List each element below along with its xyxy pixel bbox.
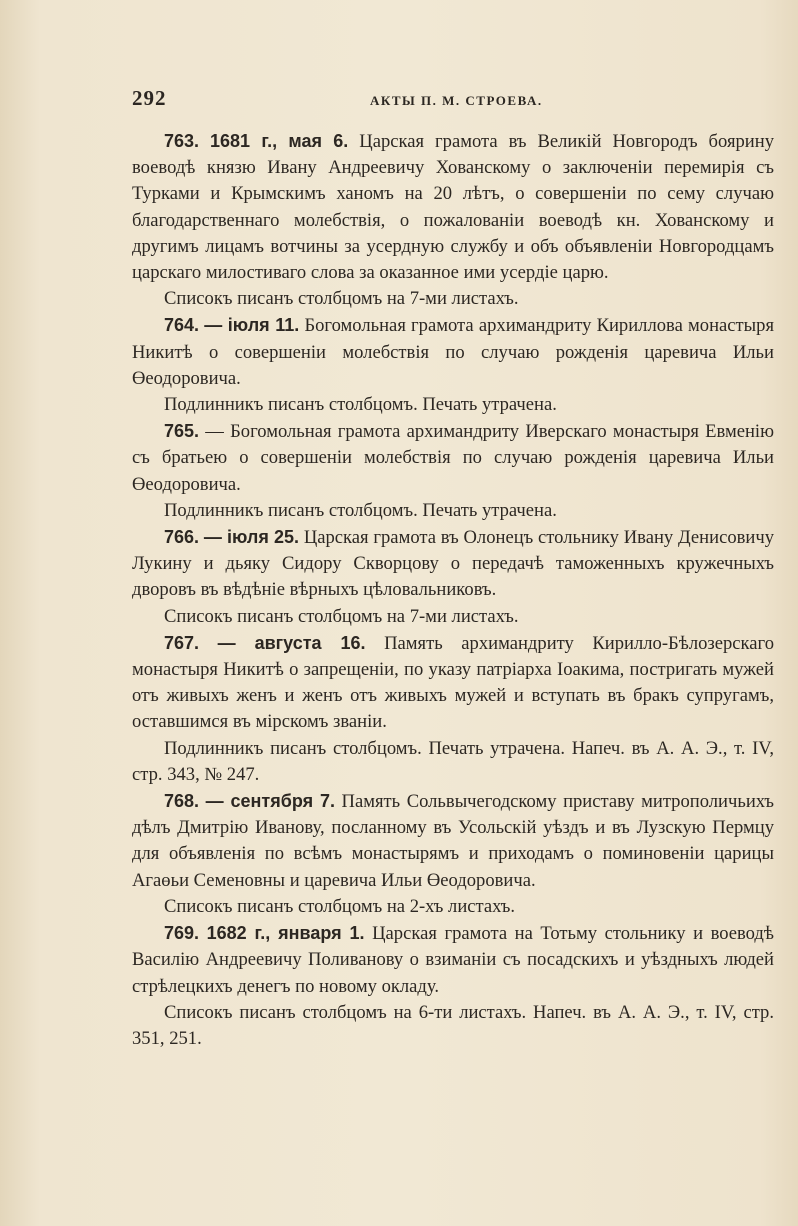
entry-paragraph — [132, 920, 774, 1000]
entry-paragraph — [132, 418, 774, 498]
entry-number: 765. — [164, 421, 200, 442]
entry-dash: — — [205, 421, 224, 443]
entry-note: Списокъ писанъ столбцомъ на 7-ми листахъ. — [164, 288, 519, 310]
entry-769 — [132, 920, 774, 1052]
entry-paragraph — [132, 630, 774, 736]
entry-number: 767. — [164, 632, 200, 653]
entry-paragraph — [132, 524, 774, 604]
entry-766 — [132, 524, 774, 630]
entry-number: 763. — [164, 131, 200, 151]
entry-text: Царская грамота въ Олонецъ стольнику Ивану Денисовичу Лукину и дьяку Сидору Скворцову о передачѣ таможенныхъ кружечныхъ дворовъ въ вѣдѣніе вѣрныхъ цѣловальниковъ. — [132, 527, 774, 601]
entry-text: Царская грамота въ Великій Новгородъ боярину воеводѣ князю Ивану Андреевичу Хованскому о заключеніи перемирія съ Турками и Крымскимъ ханомъ на 20 лѣтъ, о совершеніи по сему случаю благодарственнаго молебствія, о пожалованіи воеводѣ кн. Хованскому и другимъ лицамъ вотчины за усердную службу и объ объявленіи Новгородцамъ царскаго милостиваго слова за оказанное ими усердіе царю. — [132, 131, 774, 284]
page-number: 292 — [132, 86, 167, 110]
entry-text: Царская грамота на Тотьму стольнику и воеводѣ Василію Андреевичу Поливанову о взиманіи съ посадскихъ и уѣздныхъ людей стрѣлецкихъ денегъ по новому окладу. — [132, 923, 774, 997]
entry-note: Подлинникъ писанъ столбцомъ. Печать утрачена. — [164, 394, 557, 416]
entry-765 — [132, 418, 774, 524]
entry-number: 766. — [164, 527, 200, 548]
entry-763 — [132, 128, 774, 312]
entry-768 — [132, 788, 774, 920]
entry-number: 769. — [164, 923, 200, 944]
entry-date: — сентября 7. — [205, 791, 335, 812]
entry-paragraph — [132, 312, 774, 392]
entry-767 — [132, 630, 774, 788]
entry-paragraph — [132, 128, 774, 286]
entry-note: Подлинникъ писанъ столбцомъ. Печать утрачена. — [164, 499, 557, 521]
entry-date: 1682 г., января 1. — [206, 923, 365, 944]
page-body — [132, 128, 774, 1052]
running-title: АКТЫ П. М. СТРОЕВА. — [370, 93, 543, 108]
entry-number: 768. — [164, 791, 200, 812]
entry-text: Память Сольвычегодскому приставу митрополичьихъ дѣлъ Дмитрію Иванову, посланному въ Усольскій уѣздъ и въ Лузскую Пермцу для объявленія по всѣмъ монастырямъ и приходамъ о поминовеніи царицы Агаөьи Семеновны и царевича Ильи Өеодоровича. — [132, 791, 774, 891]
entry-text: Богомольная грамота архимандриту Кириллова монастыря Никитѣ о совершеніи молебствія по случаю рожденія царевича Ильи Өеодоровича. — [132, 315, 774, 389]
page-header — [132, 86, 772, 116]
entry-note: Списокъ писанъ столбцомъ на 2-хъ листахъ. — [164, 895, 515, 917]
entry-date: 1681 г., мая 6. — [210, 131, 349, 151]
entry-text: Богомольная грамота архимандриту Иверскаго монастыря Евменію съ братьею о совершеніи молебствія по случаю рожденія царевича Ильи Өеодоровича. — [132, 421, 774, 495]
entry-date: — августа 16. — [217, 632, 366, 653]
entry-number: 764. — [164, 315, 200, 336]
entry-note: Списокъ писанъ столбцомъ на 7-ми листахъ. — [164, 605, 519, 627]
entry-date: — іюля 11. — [204, 315, 300, 336]
entry-note: Списокъ писанъ столбцомъ на 6-ти листахъ. Напеч. въ А. А. Э., т. IV, стр. 351, 251. — [132, 1001, 774, 1049]
entry-text: Память архимандриту Кирилло-Бѣлозерскаго монастыря Никитѣ о запрещеніи, по указу патріарха Іоакима, постригать мужей отъ живыхъ женъ и женъ отъ живыхъ мужей и вступать въ бракъ супругамъ, оставшимся въ мірскомъ званіи. — [132, 632, 775, 733]
entry-paragraph — [132, 788, 774, 894]
entry-764 — [132, 312, 774, 418]
entry-date: — іюля 25. — [203, 527, 300, 548]
entry-note: Подлинникъ писанъ столбцомъ. Печать утрачена. Напеч. въ А. А. Э., т. IV, стр. 343, № 247. — [132, 737, 774, 785]
